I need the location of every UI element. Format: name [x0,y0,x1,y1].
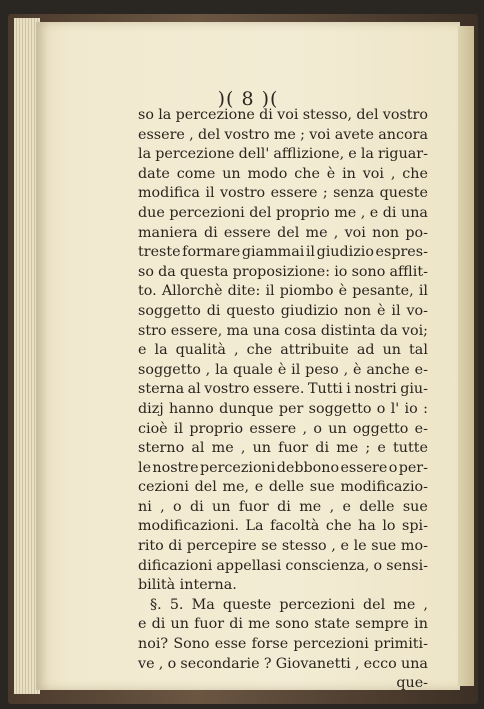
word: primiti- [374,636,428,653]
word: di [206,302,221,319]
word: un [170,616,189,633]
word: , [331,538,336,555]
word: ni [138,498,152,515]
word: cosa [284,322,317,339]
word: essere [340,459,388,476]
word: queste [222,596,272,613]
word: una [401,655,428,672]
word: modo [247,165,288,182]
word: Sono [173,636,210,653]
word: soggetto [138,302,201,319]
text-line [138,341,428,361]
word: proprio [189,420,244,437]
word: del [277,224,300,241]
word: questo [226,302,275,319]
word: del [249,204,272,221]
word: stesso, [302,107,353,123]
word: so [138,107,154,123]
text-line [138,243,428,263]
text-line [138,361,428,381]
word: piombo [279,283,334,300]
word: e [342,498,351,515]
word: io [334,263,348,280]
word: giudizio [316,244,374,261]
word: cezioni [138,479,189,496]
page-number: )( 8 )( [217,88,279,110]
word: per- [398,459,428,476]
text-line [138,459,428,479]
word: debbono [276,459,340,476]
word: , [343,361,349,378]
word: le [138,459,152,476]
word: ; [300,126,305,143]
word: , [233,342,239,359]
word: , [423,596,428,613]
word: non [372,224,400,241]
word: so [138,263,154,280]
word: e [138,342,147,359]
word: il [305,244,316,261]
word: , [354,655,360,672]
word: e- [414,420,428,437]
word: o [376,400,386,417]
word: delle [268,479,305,496]
word: spi- [402,518,428,535]
word: una [252,322,280,339]
word: di [277,498,291,515]
word: percezioni [199,459,276,476]
word: ma [226,322,249,339]
word: tutte [393,440,428,457]
word: in [342,165,356,182]
text-line [138,145,428,165]
word: quale [233,361,273,378]
word: le [353,538,367,555]
word: fuor [238,498,269,515]
word: un [252,440,271,457]
text-line [138,635,428,655]
word: vostro [219,185,266,202]
word: tal [409,342,428,359]
word: essere [249,420,297,437]
word: o [373,557,383,574]
word: che [402,165,428,182]
word: e [254,479,264,496]
word: percezioni [279,596,355,613]
word: , [302,420,308,437]
word: una [400,204,428,221]
word: di [168,538,183,555]
word: e [348,146,357,163]
word: vostro [204,381,250,398]
word: vostro [382,107,428,123]
word: state [314,616,351,633]
text-line [138,615,428,635]
word: , [329,498,335,515]
word: ; [322,185,328,202]
word: percezione [175,107,255,123]
word: un [222,165,241,182]
word: essere [270,185,318,202]
section-heading-line [138,596,428,616]
word: me [299,498,322,515]
text-line [138,478,428,498]
word: un [212,498,231,515]
word: sono [275,616,310,633]
facing-page-edge [458,26,474,686]
text-line [138,517,428,537]
word: voi [277,107,299,123]
word: secondarie [180,655,260,672]
text-line: bilità interna. [138,577,237,594]
word: la [138,146,152,163]
word: di [229,616,243,633]
word: che [294,165,320,182]
word: o [167,655,177,672]
word: di [382,204,397,221]
word: facoltà [270,518,320,535]
word: da [379,322,398,339]
word: come [176,165,216,182]
word: qualità [175,342,226,359]
word: modifica [138,185,200,202]
word: Tutti [307,381,343,398]
word: e [369,204,379,221]
word: il [265,283,275,300]
word: me [248,616,271,633]
word: essere [223,224,271,241]
text-line [138,126,428,146]
word: voi [309,126,331,143]
word: , [205,361,211,378]
word: me [393,596,416,613]
text-line [138,224,428,244]
word: del [197,126,221,143]
word: del [194,479,217,496]
word: proposizione: [232,263,331,280]
word: Allorchè [161,283,223,300]
word: stro [138,322,167,339]
word: di [203,224,218,241]
word: fuor [278,440,309,457]
word: il [173,420,184,437]
word: La [245,518,264,535]
text-line [138,439,428,459]
page-body [138,106,428,694]
word: esse [214,636,247,653]
word: percezioni [293,636,369,653]
word: il [291,361,301,378]
word: ad [356,342,375,359]
word: essere [138,126,185,143]
text-line [138,322,428,342]
word: sterno [138,440,185,457]
word: me [336,440,359,457]
word: dunque [219,400,274,417]
word: è [353,361,362,378]
word: vo- [406,302,428,319]
word: afflit- [389,263,428,280]
word: voi; [401,322,428,339]
word: la [154,342,168,359]
word: hanno [169,400,214,417]
text-line [138,302,428,322]
word: di [315,440,330,457]
text-line [138,263,428,283]
word: fuor [194,616,225,633]
word: formare [182,244,241,261]
word: ancora [378,126,428,143]
word: conscienza, [285,557,370,574]
word: non [344,302,372,319]
word: o [388,459,398,476]
word: di [259,107,273,123]
word: la [158,107,172,123]
word: mo- [400,538,428,555]
word: e [377,440,386,457]
word: anche [366,361,410,378]
word: me [273,126,296,143]
word: è [326,165,336,182]
word: date [138,165,170,182]
word: è [277,361,287,378]
word: o [173,498,182,515]
word: modificazio- [340,479,428,496]
word: soggetto [138,361,201,378]
text-line [138,557,428,577]
word: me [211,440,234,457]
word: forse [251,636,289,653]
word: un [328,420,347,437]
word: ha [358,518,376,535]
text-line [138,204,428,224]
word: il [418,283,428,300]
word: ecco [363,655,397,672]
word: percepire [186,538,257,555]
word: , [189,126,194,143]
word: , [360,204,366,221]
word: , [333,224,339,241]
word: sue [402,498,428,515]
word: un [382,342,402,359]
word: vostro [224,126,270,143]
word: sono [351,263,386,280]
word: nostre [152,459,199,476]
word: voi [362,165,384,182]
word: del [362,596,386,613]
word: delle [359,498,395,515]
word: , [390,165,396,182]
word: distinta [320,322,376,339]
word: sensi- [386,557,428,574]
word: nostri [354,381,397,398]
word: voi [344,224,366,241]
word: è [377,302,386,319]
word: ve [138,655,155,672]
word: la [360,146,374,163]
word: essere, [170,322,223,339]
word: che [325,518,352,535]
word: stesso [281,538,327,555]
word: appellasi [216,557,282,574]
word: lo [382,518,396,535]
word: il [391,302,401,319]
word: e [340,538,349,555]
word: to. [138,283,157,300]
word: 5. [169,596,184,613]
word: giudizio [280,302,339,319]
word: al [187,381,201,398]
word: o [313,420,322,437]
word: e- [414,361,428,378]
text-line [138,106,428,126]
word: io [404,400,418,417]
word: sempre [355,616,409,633]
word: l' [390,400,400,417]
word: percezioni [169,204,245,221]
word: in [414,616,428,633]
word: rito [138,538,164,555]
word: senza [333,185,375,202]
word: oggetto [352,420,409,437]
word: me [334,204,357,221]
word: : [423,400,428,417]
word: , [158,655,164,672]
word: afflizione, [273,146,345,163]
word: i [346,381,351,398]
word: è [338,283,348,300]
text-line [138,498,428,518]
word: maniera [138,224,198,241]
word: me, [222,479,250,496]
text-line [138,420,428,440]
word: §. [150,596,162,613]
word: e [138,616,147,633]
text-line [138,282,428,302]
word: proprio [275,204,330,221]
word: noi? [138,636,169,653]
word: cioè [138,420,168,437]
word: la [215,361,229,378]
word: treste [138,244,181,261]
word: essere. [252,381,305,398]
word: giammai [241,244,305,261]
word: percezione [155,146,235,163]
word: me [305,224,328,241]
word: pesante, [352,283,414,300]
word: dizj [138,400,164,417]
word: modificazioni. [138,518,239,535]
word: questa [179,263,229,280]
word: dell' [238,146,270,163]
word: attribuite [280,342,349,359]
word: ? [263,655,272,672]
text-line [138,655,428,675]
text-line [138,400,428,420]
word: al [191,440,205,457]
text-line [138,165,428,185]
word: per [278,400,304,417]
word: Giovanetti [275,655,351,672]
word: po- [405,224,428,241]
text-line [138,537,428,557]
word: ; [365,440,371,457]
word: dificazioni [138,557,213,574]
word: due [138,204,165,221]
word: di [189,498,204,515]
catchword: que- [396,675,428,692]
word: sue [371,538,397,555]
word: soggetto [308,400,372,417]
word: sterna [138,381,185,398]
word: Ma [191,596,215,613]
word: di [151,616,166,633]
word: dite: [227,283,261,300]
word: il [205,185,215,202]
word: sue [309,479,335,496]
word: del [356,107,379,123]
word: avete [334,126,375,143]
word: queste [379,185,428,202]
word: , [240,440,246,457]
word: che [246,342,273,359]
word: peso [305,361,339,378]
word: da [158,263,176,280]
text-line [138,380,428,400]
word: giu- [400,381,428,398]
text-line [138,184,428,204]
word: , [160,498,165,515]
word: espres- [375,244,428,261]
word: riguar- [378,146,428,163]
word: se [261,538,278,555]
